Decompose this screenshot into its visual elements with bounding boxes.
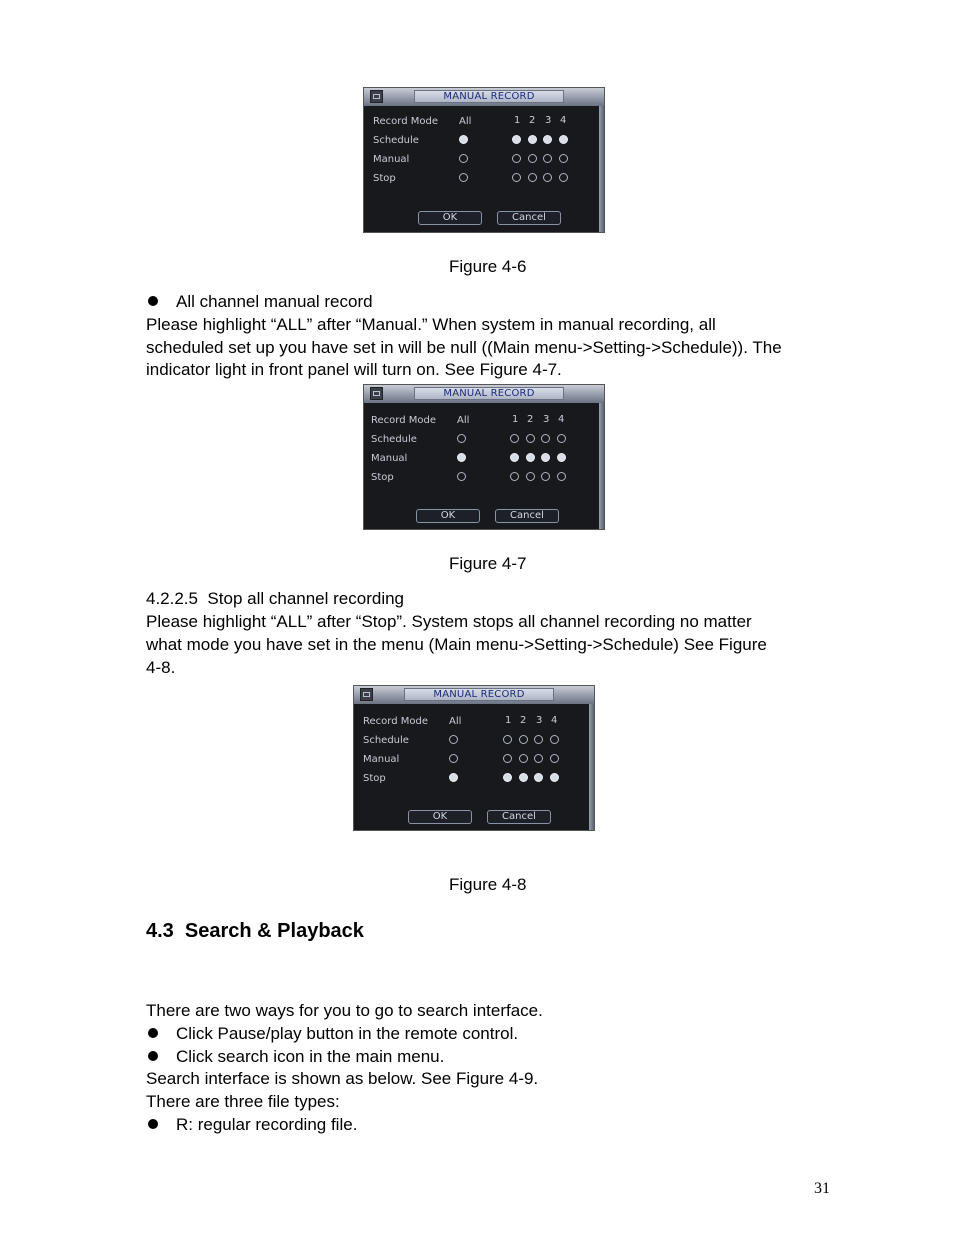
stop-ch4-radio[interactable] bbox=[557, 472, 566, 481]
schedule-ch1-radio[interactable] bbox=[512, 135, 521, 144]
channel-2-label: 2 bbox=[527, 414, 534, 425]
ok-button[interactable]: OK bbox=[418, 211, 482, 225]
paragraph-line: There are three file types: bbox=[146, 1092, 340, 1111]
schedule-ch4-radio[interactable] bbox=[559, 135, 568, 144]
paragraph-line: There are two ways for you to go to search interface. bbox=[146, 1001, 543, 1020]
paragraph-line: indicator light in front panel will turn on. See Figure 4-7. bbox=[146, 360, 562, 379]
schedule-all-radio[interactable] bbox=[457, 434, 466, 443]
page-number: 31 bbox=[814, 1180, 830, 1197]
record-mode-label: Record Mode bbox=[373, 116, 438, 127]
schedule-label: Schedule bbox=[363, 735, 409, 746]
manual-ch2-radio[interactable] bbox=[526, 453, 535, 462]
stop-ch3-radio[interactable] bbox=[534, 773, 543, 782]
manual-record-dialog-fig-4-6 bbox=[363, 87, 605, 233]
dialog-titlebar bbox=[364, 385, 605, 403]
dialog-title: MANUAL RECORD bbox=[414, 387, 564, 400]
stop-ch4-radio[interactable] bbox=[559, 173, 568, 182]
stop-ch2-radio[interactable] bbox=[526, 472, 535, 481]
paragraph-line: Please highlight “ALL” after “Stop”. System stops all channel recording no matter bbox=[146, 612, 752, 631]
dvr-app-icon bbox=[370, 387, 383, 400]
bullet-icon bbox=[148, 1119, 158, 1129]
schedule-ch3-radio[interactable] bbox=[543, 135, 552, 144]
figure-caption: Figure 4-8 bbox=[449, 875, 527, 894]
dialog-frame-edge bbox=[599, 403, 604, 530]
schedule-ch2-radio[interactable] bbox=[526, 434, 535, 443]
channel-4-label: 4 bbox=[558, 414, 565, 425]
manual-ch3-radio[interactable] bbox=[534, 754, 543, 763]
manual-ch4-radio[interactable] bbox=[550, 754, 559, 763]
paragraph-line: Please highlight “ALL” after “Manual.” When system in manual recording, all bbox=[146, 315, 716, 334]
manual-ch2-radio[interactable] bbox=[528, 154, 537, 163]
section-heading: 4.3 Search & Playback bbox=[146, 920, 364, 942]
bullet-text: R: regular recording file. bbox=[176, 1115, 358, 1134]
paragraph-line: 4-8. bbox=[146, 658, 176, 677]
bullet-icon bbox=[148, 1028, 158, 1038]
stop-label: Stop bbox=[373, 173, 396, 184]
schedule-ch2-radio[interactable] bbox=[519, 735, 528, 744]
dialog-titlebar bbox=[364, 88, 605, 106]
manual-label: Manual bbox=[373, 154, 410, 165]
channel-3-label: 3 bbox=[545, 115, 552, 126]
bullet-item bbox=[148, 1114, 357, 1136]
schedule-label: Schedule bbox=[371, 434, 417, 445]
channel-3-label: 3 bbox=[543, 414, 550, 425]
manual-label: Manual bbox=[371, 453, 408, 464]
paragraph-line: scheduled set up you have set in will be null ((Main menu->Setting->Schedule)). The bbox=[146, 338, 782, 357]
schedule-all-radio[interactable] bbox=[449, 735, 458, 744]
stop-all-radio[interactable] bbox=[457, 472, 466, 481]
paragraph-line: Search interface is shown as below. See Figure 4-9. bbox=[146, 1069, 539, 1088]
manual-ch4-radio[interactable] bbox=[559, 154, 568, 163]
cancel-button[interactable]: Cancel bbox=[487, 810, 551, 824]
bullet-text: All channel manual record bbox=[176, 292, 373, 311]
figure-caption: Figure 4-6 bbox=[449, 257, 527, 276]
manual-ch1-radio[interactable] bbox=[512, 154, 521, 163]
schedule-ch4-radio[interactable] bbox=[550, 735, 559, 744]
manual-record-dialog-fig-4-7 bbox=[363, 384, 605, 530]
manual-ch4-radio[interactable] bbox=[557, 453, 566, 462]
schedule-ch3-radio[interactable] bbox=[541, 434, 550, 443]
stop-ch1-radio[interactable] bbox=[510, 472, 519, 481]
stop-ch2-radio[interactable] bbox=[519, 773, 528, 782]
channel-2-label: 2 bbox=[520, 715, 527, 726]
bullet-text: Click Pause/play button in the remote control. bbox=[176, 1024, 519, 1043]
manual-record-dialog-fig-4-8 bbox=[353, 685, 595, 831]
dialog-frame-edge bbox=[599, 106, 604, 233]
figure-caption: Figure 4-7 bbox=[449, 554, 527, 573]
schedule-label: Schedule bbox=[373, 135, 419, 146]
channel-4-label: 4 bbox=[551, 715, 558, 726]
stop-ch1-radio[interactable] bbox=[503, 773, 512, 782]
schedule-ch1-radio[interactable] bbox=[510, 434, 519, 443]
all-column-label: All bbox=[457, 415, 470, 426]
stop-label: Stop bbox=[371, 472, 394, 483]
record-mode-label: Record Mode bbox=[363, 716, 428, 727]
stop-label: Stop bbox=[363, 773, 386, 784]
stop-ch1-radio[interactable] bbox=[512, 173, 521, 182]
dialog-title: MANUAL RECORD bbox=[404, 688, 554, 701]
ok-button[interactable]: OK bbox=[416, 509, 480, 523]
all-column-label: All bbox=[459, 116, 472, 127]
channel-2-label: 2 bbox=[529, 115, 536, 126]
stop-all-radio[interactable] bbox=[459, 173, 468, 182]
stop-ch4-radio[interactable] bbox=[550, 773, 559, 782]
bullet-item bbox=[148, 1046, 444, 1068]
cancel-button[interactable]: Cancel bbox=[495, 509, 559, 523]
stop-all-radio[interactable] bbox=[449, 773, 458, 782]
bullet-item bbox=[148, 291, 373, 313]
stop-ch3-radio[interactable] bbox=[541, 472, 550, 481]
ok-button[interactable]: OK bbox=[408, 810, 472, 824]
stop-ch3-radio[interactable] bbox=[543, 173, 552, 182]
channel-1-label: 1 bbox=[505, 715, 512, 726]
dialog-frame-edge bbox=[589, 704, 594, 831]
schedule-ch1-radio[interactable] bbox=[503, 735, 512, 744]
manual-ch1-radio[interactable] bbox=[503, 754, 512, 763]
dvr-app-icon bbox=[370, 90, 383, 103]
dvr-app-icon bbox=[360, 688, 373, 701]
manual-all-radio[interactable] bbox=[449, 754, 458, 763]
stop-ch2-radio[interactable] bbox=[528, 173, 537, 182]
channel-1-label: 1 bbox=[514, 115, 521, 126]
bullet-text: Click search icon in the main menu. bbox=[176, 1047, 445, 1066]
schedule-ch3-radio[interactable] bbox=[534, 735, 543, 744]
schedule-ch2-radio[interactable] bbox=[528, 135, 537, 144]
record-mode-label: Record Mode bbox=[371, 415, 436, 426]
manual-ch3-radio[interactable] bbox=[543, 154, 552, 163]
channel-3-label: 3 bbox=[536, 715, 543, 726]
paragraph-line: what mode you have set in the menu (Main menu->Setting->Schedule) See Figure bbox=[146, 635, 767, 654]
subsection-heading: 4.2.2.5 Stop all channel recording bbox=[146, 589, 405, 608]
bullet-icon bbox=[148, 296, 158, 306]
manual-all-radio[interactable] bbox=[459, 154, 468, 163]
all-column-label: All bbox=[449, 716, 462, 727]
channel-1-label: 1 bbox=[512, 414, 519, 425]
dialog-title: MANUAL RECORD bbox=[414, 90, 564, 103]
manual-ch3-radio[interactable] bbox=[541, 453, 550, 462]
manual-ch2-radio[interactable] bbox=[519, 754, 528, 763]
schedule-ch4-radio[interactable] bbox=[557, 434, 566, 443]
channel-4-label: 4 bbox=[560, 115, 567, 126]
manual-ch1-radio[interactable] bbox=[510, 453, 519, 462]
bullet-icon bbox=[148, 1051, 158, 1061]
schedule-all-radio[interactable] bbox=[459, 135, 468, 144]
bullet-item bbox=[148, 1023, 518, 1045]
manual-label: Manual bbox=[363, 754, 400, 765]
cancel-button[interactable]: Cancel bbox=[497, 211, 561, 225]
dialog-titlebar bbox=[354, 686, 595, 704]
manual-all-radio[interactable] bbox=[457, 453, 466, 462]
